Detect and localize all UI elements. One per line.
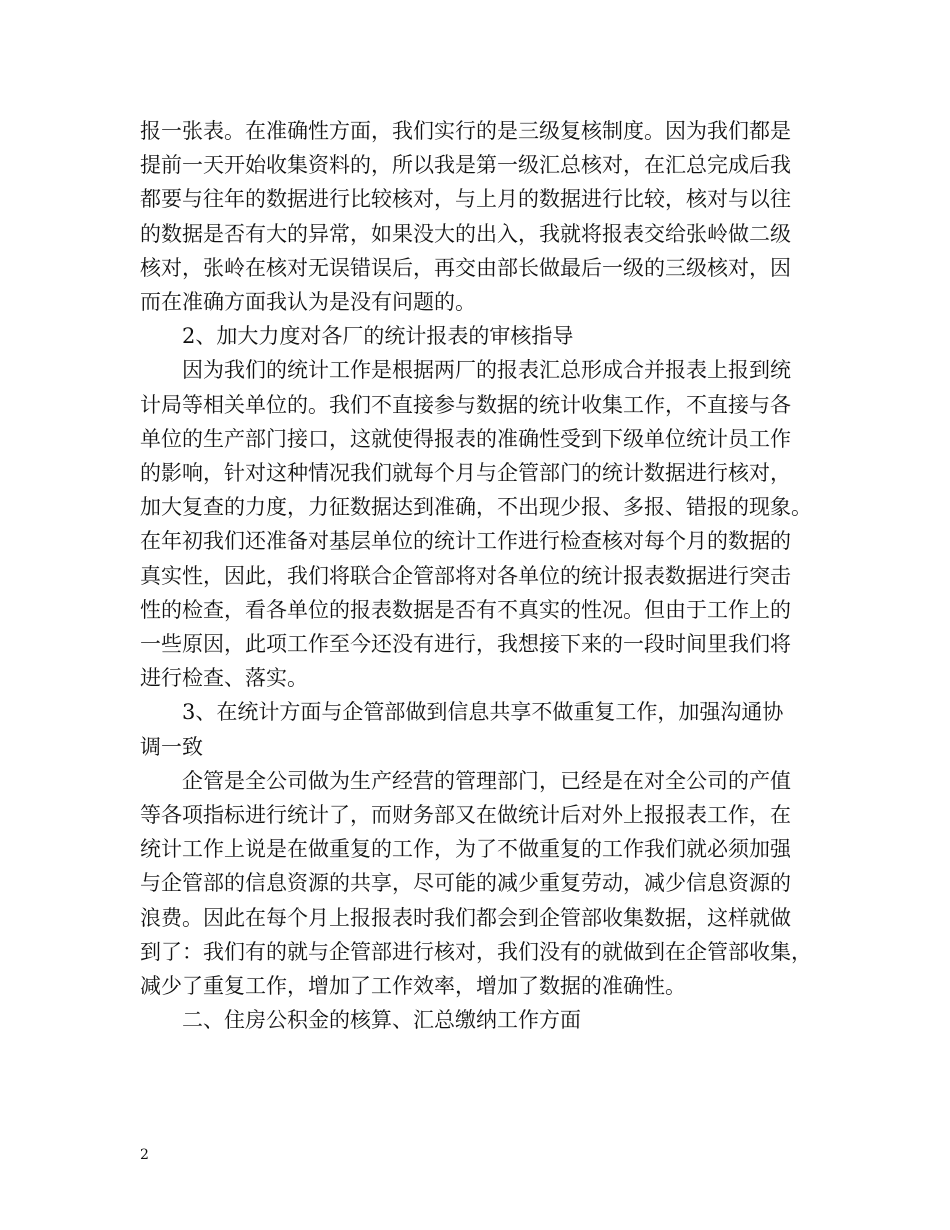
text-line: 调一致	[140, 734, 203, 759]
text-line: 一些原因，此项工作至今还没有进行，我想接下来的一段时间里我们将	[140, 632, 791, 657]
text-line: 的影响，针对这种情况我们就每个月与企管部门的统计数据进行核对，	[140, 461, 791, 486]
text-line: 2、加大力度对各厂的统计报表的审核指导	[182, 324, 574, 349]
text-line: 报一张表。在准确性方面，我们实行的是三级复核制度。因为我们都是	[140, 119, 791, 143]
text-line: 统计工作上说是在做重复的工作，为了不做重复的工作我们就必须加强	[140, 837, 791, 862]
paragraph	[140, 114, 820, 319]
paragraph	[140, 1003, 820, 1037]
text-line: 加大复查的力度，力征数据达到准确，不出现少报、多报、错报的现象。	[140, 495, 812, 520]
paragraph	[140, 764, 820, 1003]
text-line: 在年初我们还准备对基层单位的统计工作进行检查核对每个月的数据的	[140, 529, 791, 554]
text-line: 提前一天开始收集资料的，所以我是第一级汇总核对，在汇总完成后我	[140, 153, 791, 178]
text-line: 减少了重复工作，增加了工作效率，增加了数据的准确性。	[140, 974, 686, 999]
text-line: 核对，张岭在核对无误错误后，再交由部长做最后一级的三级核对，因	[140, 255, 791, 280]
text-line: 真实性，因此，我们将联合企管部将对各单位的统计报表数据进行突击	[140, 563, 791, 588]
text-line: 与企管部的信息资源的共享，尽可能的减少重复劳动，减少信息资源的	[140, 871, 791, 896]
text-line: 到了：我们有的就与企管部进行核对，我们没有的就做到在企管部收集，	[140, 939, 812, 964]
text-line: 单位的生产部门接口，这就使得报表的准确性受到下级单位统计员工作	[140, 426, 791, 451]
text-line: 计局等相关单位的。我们不直接参与数据的统计收集工作，不直接与各	[140, 392, 791, 417]
text-line: 浪费。因此在每个月上报报表时我们都会到企管部收集数据，这样就做	[140, 905, 791, 930]
text-line: 二、住房公积金的核算、汇总缴纳工作方面	[182, 1008, 581, 1033]
text-line: 3、在统计方面与企管部做到信息共享不做重复工作，加强沟通协	[182, 700, 784, 725]
text-line: 性的检查，看各单位的报表数据是否有不真实的性况。但由于工作上的	[140, 597, 791, 622]
paragraph	[140, 695, 820, 763]
text-line: 因为我们的统计工作是根据两厂的报表汇总形成合并报表上报到统	[182, 358, 791, 383]
text-line: 的数据是否有大的异常，如果没大的出入，我就将报表交给张岭做二级	[140, 221, 791, 246]
text-line: 企管是全公司做为生产经营的管理部门，已经是在对全公司的产值	[182, 768, 791, 793]
text-line: 而在准确方面我认为是没有问题的。	[140, 290, 476, 315]
document-body	[140, 114, 820, 1037]
paragraph	[140, 353, 820, 695]
text-line: 进行检查、落实。	[140, 666, 308, 691]
paragraph	[140, 319, 820, 353]
text-line: 都要与往年的数据进行比较核对，与上月的数据进行比较，核对与以往	[140, 187, 791, 212]
page-number: 2	[140, 1147, 149, 1163]
text-line: 等各项指标进行统计了，而财务部又在做统计后对外上报报表工作，在	[140, 803, 791, 828]
